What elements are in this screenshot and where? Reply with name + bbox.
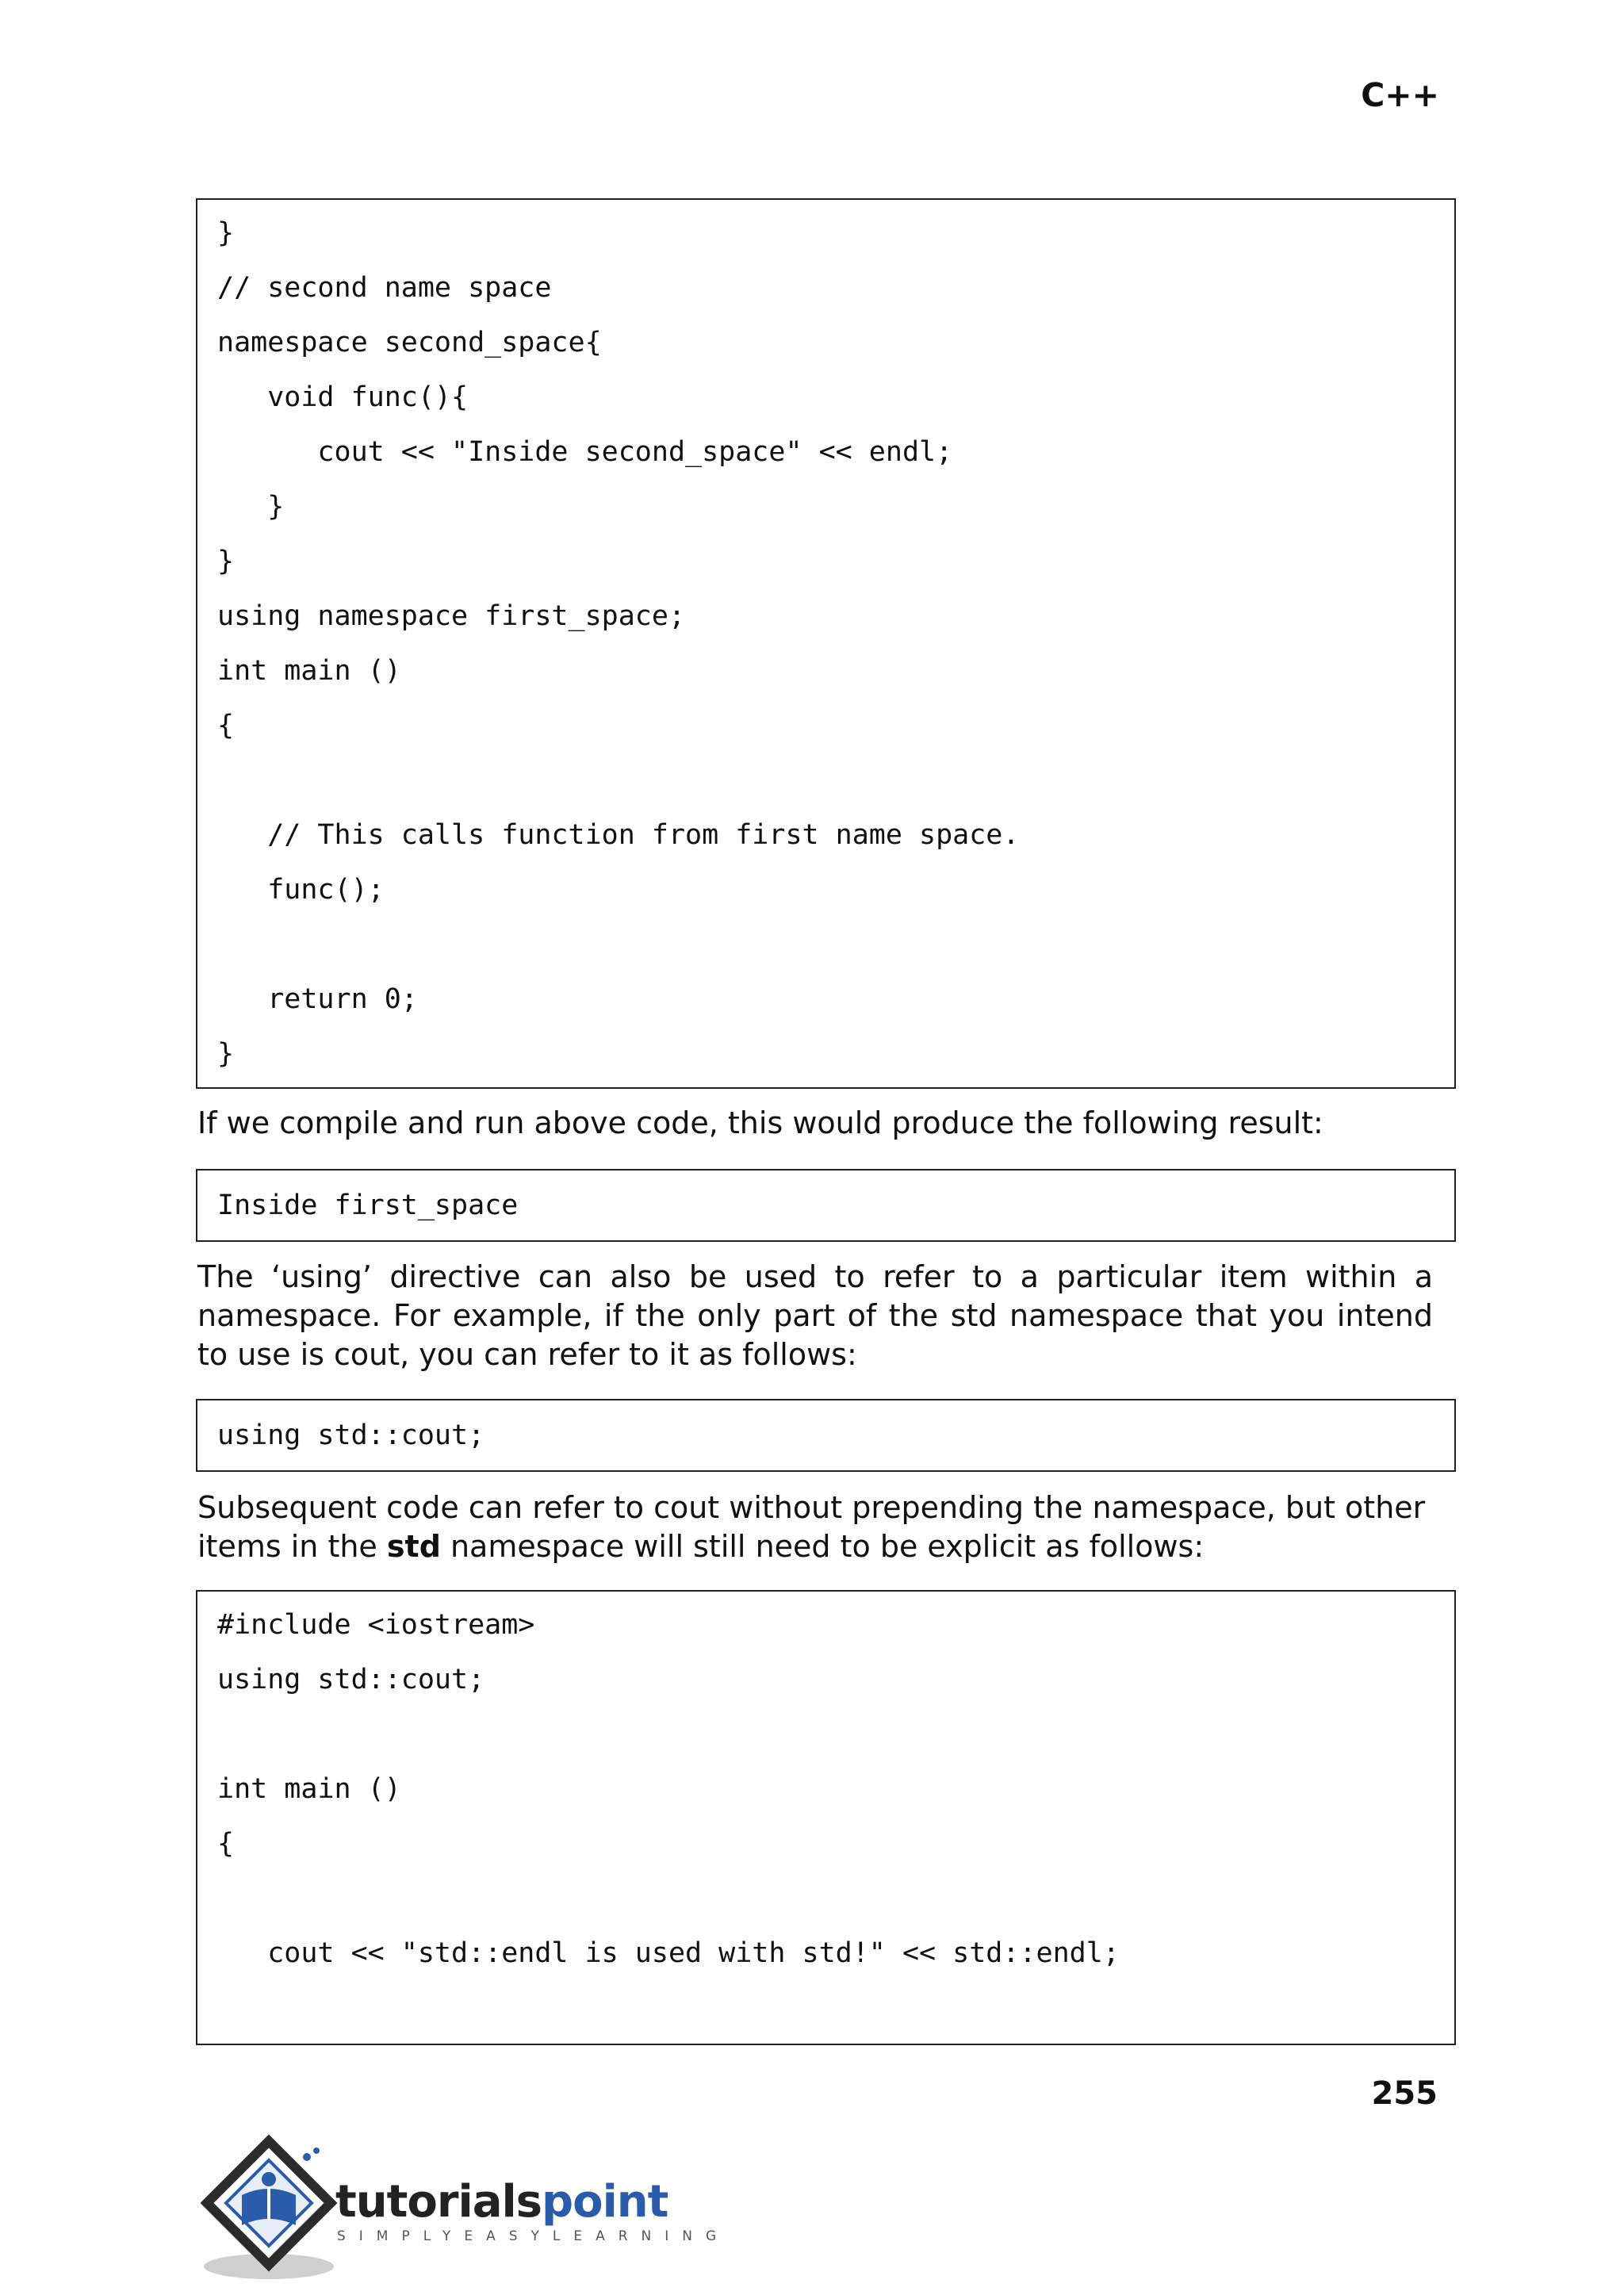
code-line: } bbox=[217, 217, 235, 249]
code-line: using namespace first_space; bbox=[217, 600, 686, 632]
output-line: Inside first_space bbox=[217, 1190, 519, 1221]
logo-word-tutorials: tutorials bbox=[335, 2176, 542, 2228]
code-line: return 0; bbox=[217, 983, 418, 1015]
logo-tagline: SIMPLYEASYLEARNING bbox=[337, 2228, 730, 2244]
code-line: // This calls function from first name space. bbox=[217, 819, 1020, 851]
code-line: using std::cout; bbox=[217, 1420, 485, 1451]
code-line: int main () bbox=[217, 655, 401, 687]
tutorialspoint-logo bbox=[196, 2133, 730, 2284]
code-line: } bbox=[217, 491, 285, 523]
code-line: { bbox=[217, 710, 235, 741]
code-line: func(); bbox=[217, 874, 385, 906]
output-block bbox=[196, 1169, 1456, 1242]
code-line: } bbox=[217, 546, 235, 577]
paragraph-subsequent-code bbox=[197, 1488, 1433, 1566]
running-header-title: C++ bbox=[1361, 76, 1439, 114]
code-line: using std::cout; bbox=[217, 1664, 485, 1695]
code-block-1 bbox=[196, 198, 1456, 1089]
code-line: cout << "std::endl is used with std!" << std::endl; bbox=[217, 1937, 1120, 1969]
code-line: #include <iostream> bbox=[217, 1609, 535, 1641]
code-block-3 bbox=[196, 1590, 1456, 2045]
paragraph-result-intro: If we compile and run above code, this would produce the following result: bbox=[197, 1105, 1323, 1140]
page-number: 255 bbox=[1371, 2075, 1438, 2112]
code-line: cout << "Inside second_space" << endl; bbox=[217, 436, 953, 468]
code-line: namespace second_space{ bbox=[217, 327, 602, 358]
code-line: // second name space bbox=[217, 272, 552, 304]
code-block-2 bbox=[196, 1399, 1456, 1472]
logo-emblem-icon bbox=[196, 2133, 354, 2284]
paragraph-text: namespace will still need to be explicit as follows: bbox=[440, 1529, 1205, 1564]
code-line: { bbox=[217, 1828, 235, 1860]
code-line: int main () bbox=[217, 1773, 401, 1805]
logo-word-point: point bbox=[542, 2176, 668, 2228]
paragraph-using-directive: The ‘using’ directive can also be used to refer to a particular item within a namespace. For example, if the only part of the std namespace that you intend to use is cout, you can refer to it as follows: bbox=[197, 1259, 1433, 1372]
code-line: } bbox=[217, 1038, 235, 1070]
code-line: void func(){ bbox=[217, 381, 469, 413]
paragraph-text: Subsequent code can refer to cout without prepending the namespace, but other items in the bbox=[197, 1490, 1426, 1564]
logo-wordmark bbox=[335, 2176, 668, 2228]
bold-keyword: std bbox=[386, 1529, 441, 1564]
